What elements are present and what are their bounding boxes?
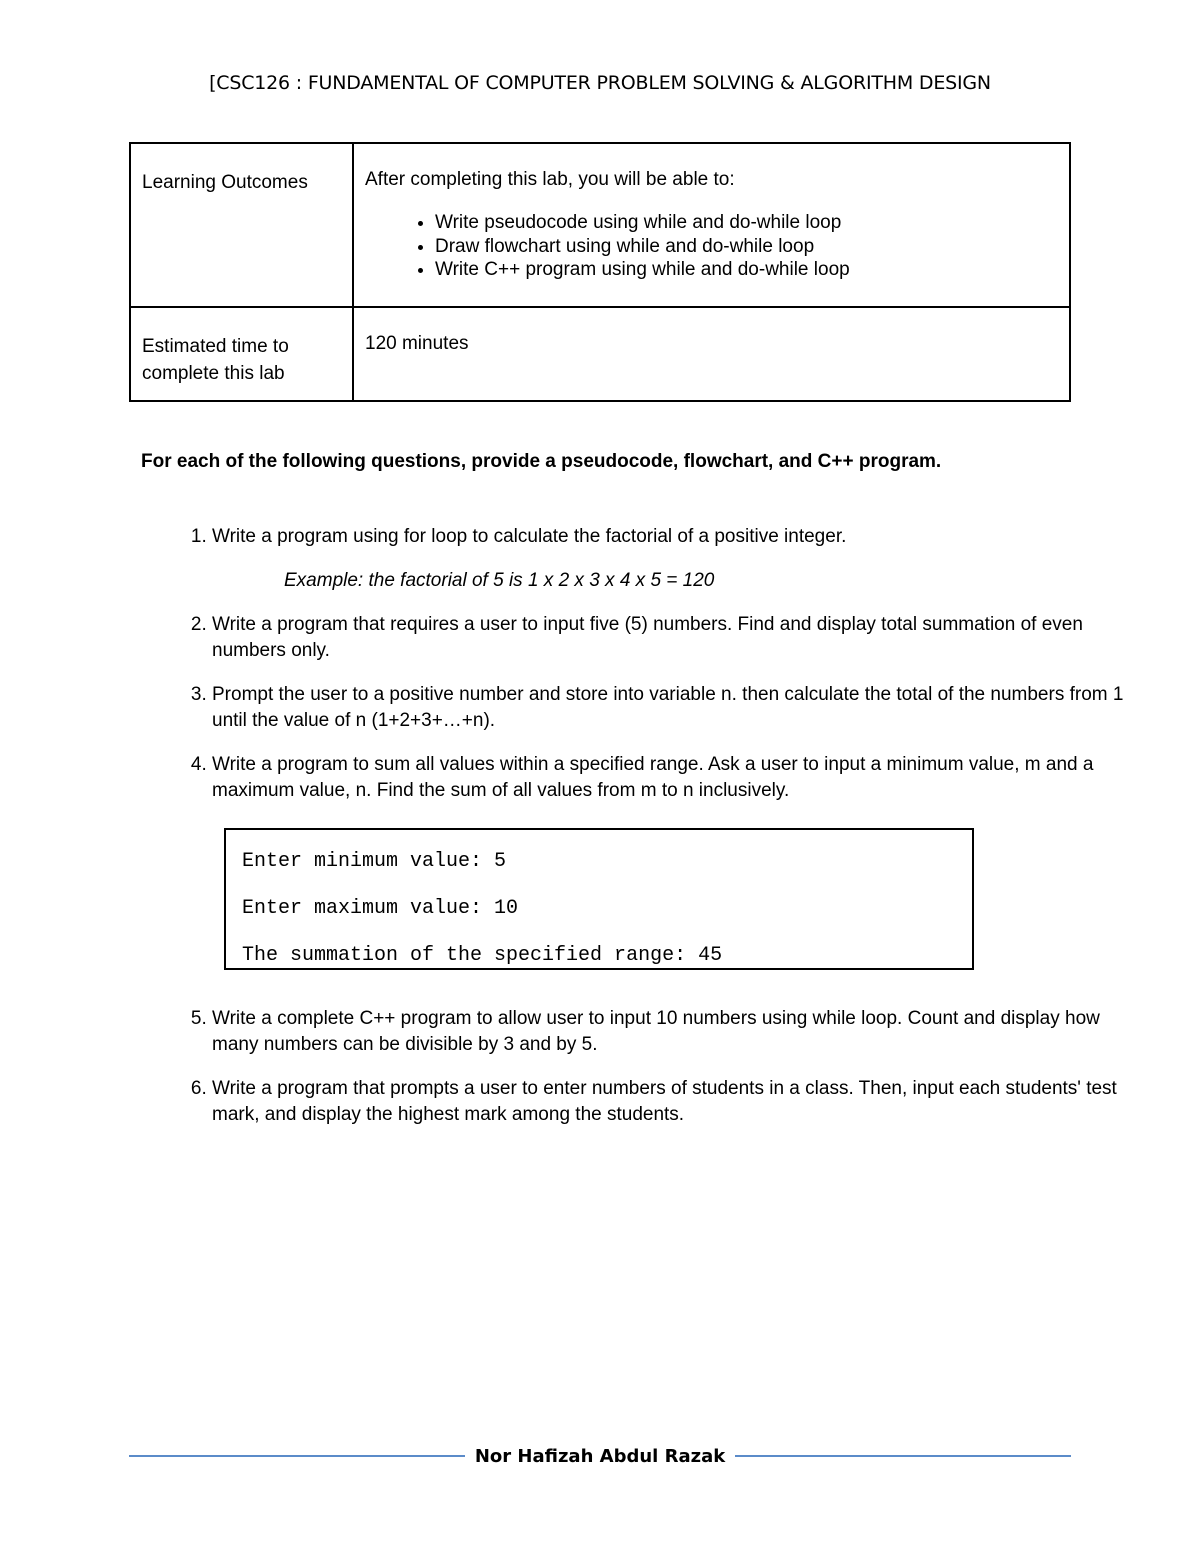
page-footer [129,1442,1071,1470]
sample-output-line: Enter maximum value: 10 [242,897,519,920]
question-text: Prompt the user to a positive number and store into variable n. then calculate the total of the numbers from 1 until the value of n (1+2+3+…+n). [212,684,1124,731]
sample-output-box [224,828,974,970]
question-item [212,1006,1142,1058]
learning-outcomes-content [353,143,1070,307]
question-item [212,752,1142,970]
instruction-text: For each of the following questions, provide a pseudocode, flowchart, and C++ program. [141,451,942,472]
learning-outcomes-list [365,211,1059,282]
learning-outcomes-intro: After completing this lab, you will be able to: [365,169,735,190]
estimated-time-value: 120 minutes [353,307,1070,401]
question-item [212,612,1142,664]
question-text: Write a complete C++ program to allow user to input 10 numbers using while loop. Count and display how many numbers can be divisible by 3 and by 5. [212,1008,1100,1055]
learning-outcomes-row [130,143,1070,307]
page-header: [CSC126 : FUNDAMENTAL OF COMPUTER PROBLEM SOLVING & ALGORITHM DESIGN [209,72,991,94]
learning-outcomes-label: Learning Outcomes [130,143,353,307]
question-text: Write a program that requires a user to input five (5) numbers. Find and display total summation of even numbers only. [212,614,1083,661]
footer-author: Nor Hafizah Abdul Razak [474,1445,726,1467]
question-text: Write a program that prompts a user to enter numbers of students in a class. Then, input each students' test mark, and display the highest mark among the students. [212,1078,1117,1125]
footer-divider-right [735,1455,1071,1457]
question-item [212,524,1142,594]
question-text: Write a program using for loop to calculate the factorial of a positive integer. [212,526,847,547]
question-list [141,524,1142,1128]
question-item [212,682,1142,734]
sample-output-line: Enter minimum value: 5 [242,850,507,873]
footer-divider-left [129,1455,465,1457]
question-text: Write a program to sum all values within a specified range. Ask a user to input a minimum value, m and a maximum value, n. Find the sum of all values from m to n inclusively. [212,754,1094,801]
lab-info-table [129,142,1071,402]
learning-outcome-item: • Write pseudocode using while and do-while loop [435,211,1059,235]
example-text: Example: the factorial of 5 is 1 x 2 x 3 x 4 x 5 = 120 [284,570,715,591]
question-item [212,1076,1142,1128]
learning-outcome-item: • Draw flowchart using while and do-while loop [435,235,1059,259]
learning-outcome-item: • Write C++ program using while and do-while loop [435,258,1059,282]
estimated-time-label: Estimated time to complete this lab [130,307,353,401]
estimated-time-row [130,307,1070,401]
sample-output-line: The summation of the specified range: 45 [242,944,723,967]
